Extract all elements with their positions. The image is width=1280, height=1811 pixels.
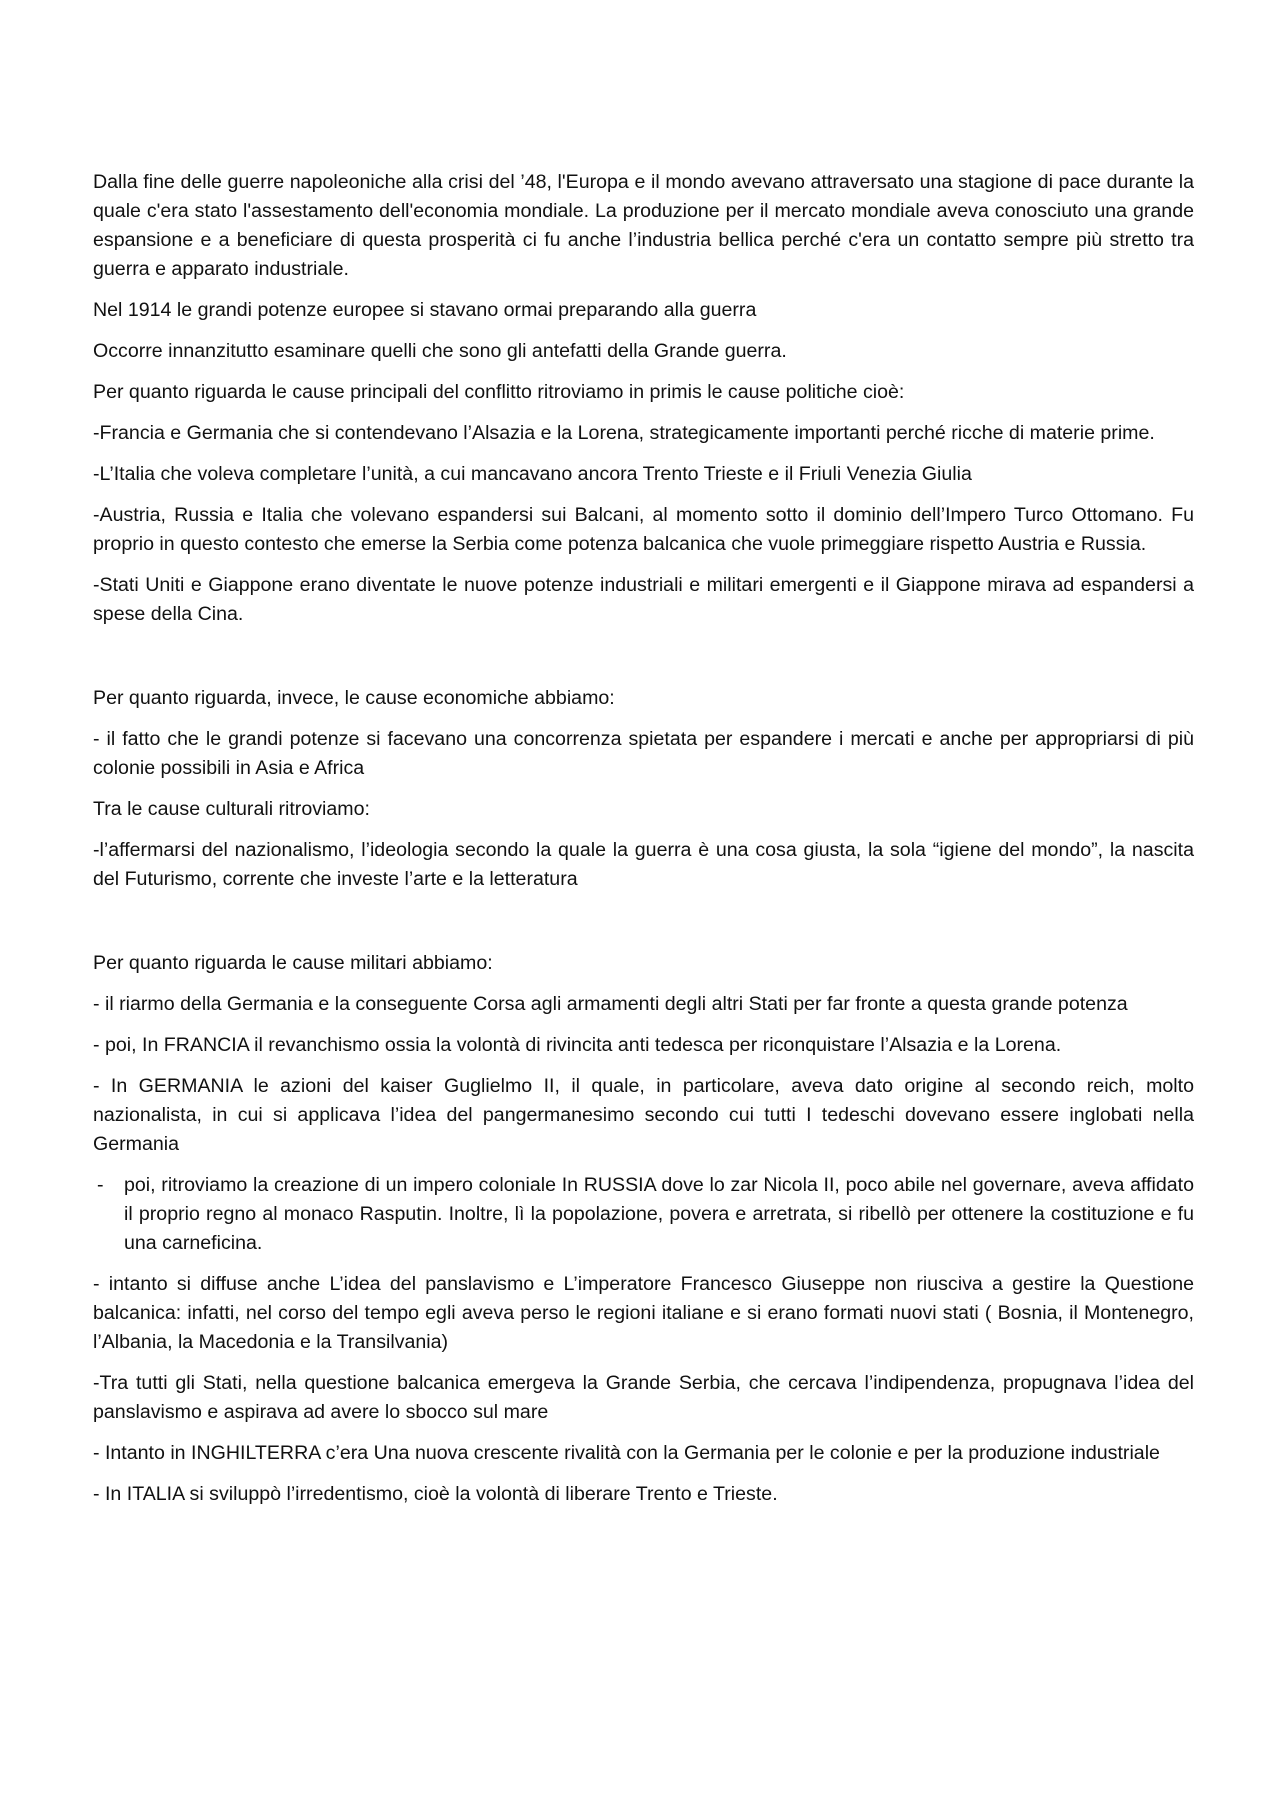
paragraph-inghilterra: - Intanto in INGHILTERRA c’era Una nuova crescente rivalità con la Germania per le colonie e per la produzione industriale [93,1442,1160,1464]
paragraph-francia-germania: -Francia e Germania che si contendevano l’Alsazia e la Lorena, strategicamente importanti perché ricche di materie prime. [93,422,1155,444]
paragraph-1914: Nel 1914 le grandi potenze europee si stavano ormai preparando alla guerra [93,299,757,321]
paragraph-cause-culturali: Tra le cause culturali ritroviamo: [93,798,370,820]
paragraph-italia-irredentismo: - In ITALIA si sviluppò l’irredentismo, cioè la volontà di liberare Trento e Trieste. [93,1483,778,1505]
list-item-text: poi, ritroviamo la creazione di un impero coloniale In RUSSIA dove lo zar Nicola II, poco abile nel governare, aveva affidato il proprio regno al monaco Rasputin. Inoltre, lì la popolazione, povera e arretrata, si ribellò per ottenere la costituzione e fu una carneficina. [124,1174,1194,1254]
paragraph-grande-serbia: -Tra tutti gli Stati, nella questione balcanica emergeva la Grande Serbia, che cercava l’indipendenza, propugnava l’idea del panslavismo e aspirava ad avere lo sbocco sul mare [93,1372,1194,1423]
paragraph-balcani: -Austria, Russia e Italia che volevano espandersi sui Balcani, al momento sotto il dominio dell’Impero Turco Ottomano. Fu proprio in questo contesto che emerse la Serbia come potenza balcanica che vuole primeggiare rispetto Austria e Russia. [93,504,1194,555]
paragraph-germania-kaiser: - In GERMANIA le azioni del kaiser Guglielmo II, il quale, in particolare, aveva dato origine al secondo reich, molto nazionalista, in cui si applicava l’idea del pangermanesimo secondo cui tutti I tedeschi dovevano essere inglobati nella Germania [93,1075,1194,1155]
paragraph-riarmo: - il riarmo della Germania e la conseguente Corsa agli armamenti degli altri Stati per far fronte a questa grande potenza [93,993,1128,1015]
paragraph-stati-uniti-giappone: -Stati Uniti e Giappone erano diventate le nuove potenze industriali e militari emergenti e il Giappone mirava ad espandersi a spese della Cina. [93,574,1194,625]
paragraph-panslavismo: - intanto si diffuse anche L’idea del panslavismo e L’imperatore Francesco Giuseppe non riusciva a gestire la Questione balcanica: infatti, nel corso del tempo egli aveva perso le regioni italiane e si erano formati nuovi stati ( Bosnia, il Montenegro, l’Albania, la Macedonia e la Transilvania) [93,1273,1194,1353]
blank-line [93,906,1194,949]
paragraph-nazionalismo: -l’affermarsi del nazionalismo, l’ideologia secondo la quale la guerra è una cosa giusta, la sola “igiene del mondo”, la nascita del Futurismo, corrente che investe l’arte e la letteratura [93,839,1194,890]
paragraph-concorrenza: - il fatto che le grandi potenze si facevano una concorrenza spietata per espandere i mercati e anche per appropriarsi di più colonie possibili in Asia e Africa [93,728,1194,779]
list-dash-marker: - [97,1174,104,1196]
paragraph-intro: Dalla fine delle guerre napoleoniche alla crisi del ’48, l'Europa e il mondo avevano attraversato una stagione di pace durante la quale c'era stato l'assestamento dell'economia mondiale. La produzione per il mercato mondiale aveva conosciuto una grande espansione e a beneficiare di questa prosperità ci fu anche l’industria bellica perché c'era un contatto sempre più stretto tra guerra e apparato industriale. [93,171,1194,280]
paragraph-italia-unita: -L’Italia che voleva completare l’unità, a cui mancavano ancora Trento Trieste e il Friuli Venezia Giulia [93,463,972,485]
paragraph-cause-militari: Per quanto riguarda le cause militari abbiamo: [93,952,493,974]
paragraph-cause-politiche: Per quanto riguarda le cause principali del conflitto ritroviamo in primis le cause politiche cioè: [93,381,905,403]
paragraph-cause-economiche: Per quanto riguarda, invece, le cause economiche abbiamo: [93,687,615,709]
paragraph-francia-revanchismo: - poi, In FRANCIA il revanchismo ossia la volontà di rivincita anti tedesca per riconquistare l’Alsazia e la Lorena. [93,1034,1062,1056]
paragraph-antefatti: Occorre innanzitutto esaminare quelli che sono gli antefatti della Grande guerra. [93,340,787,362]
document-page [93,168,1194,1521]
blank-line [93,641,1194,684]
list-item-russia [93,1171,1194,1258]
